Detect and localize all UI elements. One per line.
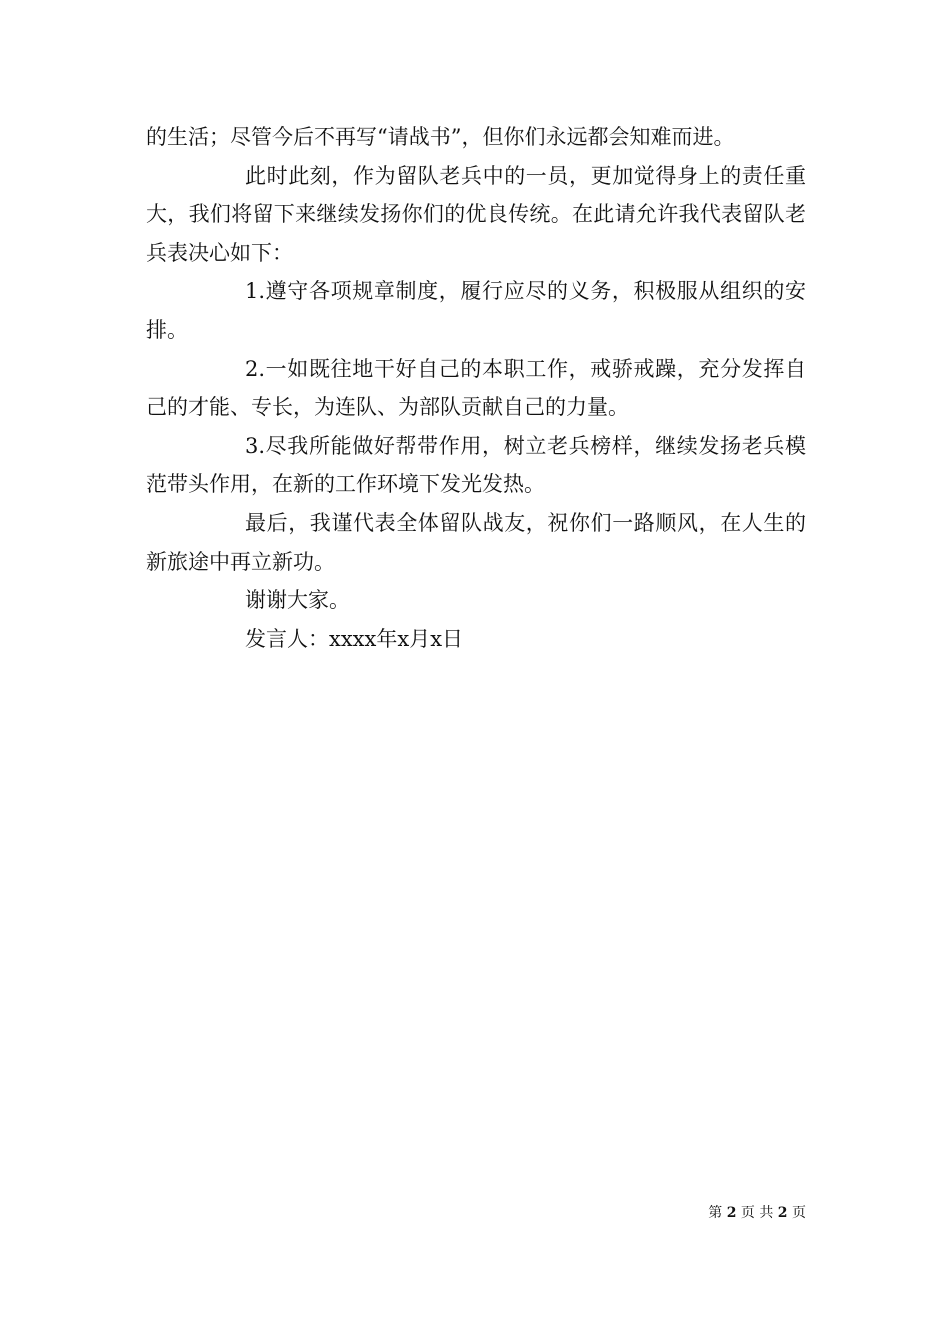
footer-prefix: 第 — [708, 1205, 723, 1221]
footer-current-page: 2 — [726, 1205, 737, 1221]
paragraph-closing: 最后，我谨代表全体留队战友，祝你们一路顺风，在人生的新旅途中再立新功。 — [146, 510, 806, 574]
document-body — [146, 118, 806, 658]
page-footer — [0, 1203, 806, 1223]
paragraph-continuation: 的生活；尽管今后不再写“请战书”，但你们永远都会知难而进。 — [146, 125, 735, 149]
footer-middle: 页 共 — [740, 1205, 774, 1221]
paragraph-responsibility: 此时此刻，作为留队老兵中的一员，更加觉得身上的责任重大，我们将留下来继续发扬你们的优良传统。在此请允许我代表留队老兵表决心如下： — [146, 163, 806, 265]
paragraph-pledge-2: 2.一如既往地干好自己的本职工作，戒骄戒躁，充分发挥自己的才能、专长，为连队、为部队贡献自己的力量。 — [146, 356, 806, 420]
paragraph-pledge-3: 3.尽我所能做好帮带作用，树立老兵榜样，继续发扬老兵模范带头作用，在新的工作环境下发光发热。 — [146, 433, 806, 497]
paragraph-pledge-1: 1.遵守各项规章制度，履行应尽的义务，积极服从组织的安排。 — [146, 279, 806, 342]
footer-total-pages: 2 — [777, 1205, 788, 1221]
paragraph-thanks: 谢谢大家。 — [245, 588, 350, 613]
paragraph-signature: 发言人：xxxx年x月x日 — [245, 626, 464, 651]
footer-suffix: 页 — [792, 1205, 806, 1221]
